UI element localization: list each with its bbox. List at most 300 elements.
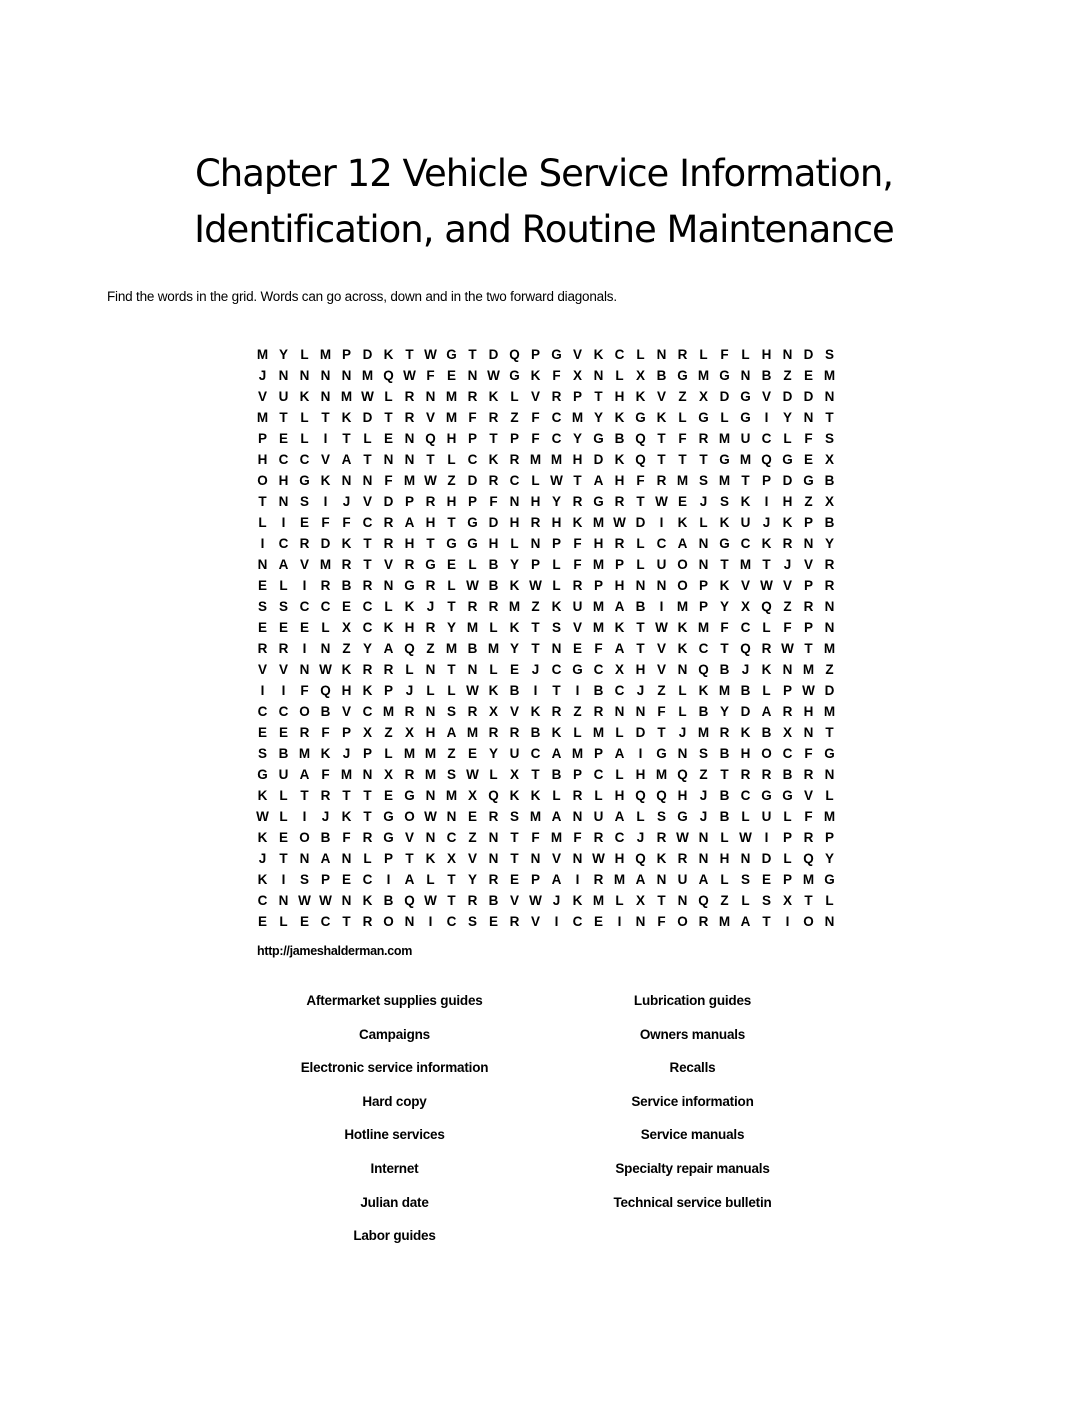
grid-letter: R — [677, 347, 688, 362]
grid-letter: A — [593, 473, 604, 488]
grid-letter: M — [823, 704, 836, 719]
grid-letter: L — [720, 830, 729, 845]
grid-letter: T — [279, 410, 288, 425]
grid-letter: F — [804, 431, 813, 446]
grid-letter: C — [551, 662, 562, 677]
grid-letter: F — [657, 704, 666, 719]
grid-letter: R — [530, 515, 541, 530]
grid-letter: V — [803, 788, 813, 803]
grid-letter: C — [614, 683, 625, 698]
grid-letter: W — [319, 662, 332, 677]
grid-letter: L — [510, 536, 519, 551]
grid-letter: M — [403, 473, 416, 488]
grid-letter: E — [299, 515, 309, 530]
grid-letter: S — [551, 620, 561, 635]
grid-letter: L — [258, 515, 267, 530]
grid-letter: T — [342, 788, 351, 803]
grid-letter: N — [824, 389, 835, 404]
grid-letter: E — [383, 431, 393, 446]
grid-letter: Q — [635, 851, 646, 866]
grid-letter: R — [761, 641, 772, 656]
grid-letter: B — [614, 431, 625, 446]
grid-row — [252, 554, 840, 575]
grid-letter: D — [488, 515, 499, 530]
source-url: http://jameshalderman.com — [257, 944, 413, 958]
grid-letter: F — [573, 536, 582, 551]
grid-letter: R — [488, 725, 499, 740]
grid-row — [252, 890, 840, 911]
grid-letter: Q — [509, 347, 520, 362]
grid-letter: P — [341, 725, 351, 740]
grid-letter: L — [552, 578, 561, 593]
grid-letter: L — [573, 725, 582, 740]
grid-letter: N — [278, 368, 289, 383]
grid-letter: C — [740, 788, 751, 803]
grid-letter: I — [533, 683, 538, 698]
grid-letter: M — [445, 410, 458, 425]
grid-letter: R — [425, 494, 436, 509]
grid-letter: T — [762, 914, 771, 929]
grid-letter: Z — [447, 473, 456, 488]
grid-letter: C — [362, 620, 373, 635]
grid-letter: K — [677, 620, 688, 635]
grid-letter: N — [404, 431, 415, 446]
grid-letter: K — [677, 641, 688, 656]
grid-letter: T — [825, 410, 834, 425]
grid-letter: T — [762, 557, 771, 572]
grid-letter: C — [551, 431, 562, 446]
grid-letter: V — [572, 347, 582, 362]
grid-letter: M — [718, 683, 731, 698]
grid-letter: V — [656, 641, 666, 656]
grid-letter: W — [613, 515, 626, 530]
grid-letter: L — [384, 599, 393, 614]
grid-letter: K — [530, 368, 541, 383]
grid-letter: M — [697, 725, 710, 740]
grid-letter: T — [657, 452, 666, 467]
grid-letter: R — [719, 725, 730, 740]
grid-letter: Y — [719, 704, 729, 719]
grid-letter: T — [300, 788, 309, 803]
grid-letter: T — [636, 641, 645, 656]
grid-letter: Z — [573, 704, 582, 719]
grid-letter: K — [530, 788, 541, 803]
grid-letter: J — [342, 746, 351, 761]
grid-letter: V — [530, 389, 540, 404]
grid-letter: E — [446, 557, 456, 572]
grid-letter: L — [489, 662, 498, 677]
grid-letter: D — [824, 683, 835, 698]
grid-letter: F — [573, 557, 582, 572]
grid-letter: A — [761, 704, 772, 719]
grid-letter: V — [341, 704, 351, 719]
grid-letter: K — [383, 620, 394, 635]
grid-letter: R — [467, 893, 478, 908]
grid-letter: N — [341, 893, 352, 908]
grid-letter: R — [656, 830, 667, 845]
grid-letter: M — [592, 557, 605, 572]
grid-letter: T — [342, 431, 351, 446]
instructions-text: Find the words in the grid. Words can go across, down and in the two forward diagonals. — [107, 289, 617, 304]
grid-letter: I — [302, 809, 307, 824]
grid-letter: P — [761, 473, 771, 488]
grid-letter: I — [302, 641, 307, 656]
grid-letter: A — [698, 872, 709, 887]
grid-letter: G — [593, 494, 604, 509]
grid-letter: T — [363, 557, 372, 572]
grid-letter: S — [446, 704, 456, 719]
grid-letter: N — [425, 389, 436, 404]
grid-letter: R — [656, 473, 667, 488]
grid-letter: V — [362, 494, 372, 509]
grid-letter: E — [278, 620, 288, 635]
grid-letter: K — [425, 851, 436, 866]
grid-letter: K — [299, 389, 310, 404]
grid-letter: F — [720, 620, 729, 635]
grid-letter: I — [554, 914, 559, 929]
grid-letter: C — [593, 767, 604, 782]
grid-letter: J — [531, 662, 540, 677]
grid-letter: Q — [635, 788, 646, 803]
grid-letter: P — [467, 494, 477, 509]
grid-letter: L — [531, 473, 540, 488]
grid-letter: H — [614, 851, 625, 866]
grid-letter: X — [824, 494, 834, 509]
grid-letter: F — [657, 914, 666, 929]
grid-letter: H — [614, 788, 625, 803]
grid-letter: K — [341, 662, 352, 677]
grid-letter: Y — [824, 851, 834, 866]
grid-letter: T — [594, 389, 603, 404]
grid-letter: T — [447, 599, 456, 614]
grid-letter: V — [656, 389, 666, 404]
grid-letter: N — [383, 578, 394, 593]
grid-letter: N — [488, 851, 499, 866]
grid-letter: L — [615, 368, 624, 383]
grid-letter: C — [530, 746, 541, 761]
grid-letter: R — [320, 788, 331, 803]
grid-letter: L — [405, 662, 414, 677]
grid-letter: T — [279, 851, 288, 866]
grid-letter: Z — [510, 410, 519, 425]
grid-letter: K — [761, 662, 772, 677]
grid-letter: B — [635, 599, 646, 614]
grid-letter: G — [635, 410, 646, 425]
grid-letter: C — [362, 599, 373, 614]
grid-letter: J — [405, 683, 414, 698]
grid-letter: R — [593, 872, 604, 887]
grid-letter: N — [278, 893, 289, 908]
grid-row — [252, 911, 840, 932]
grid-letter: I — [659, 599, 664, 614]
grid-row — [252, 407, 840, 428]
word-list-item: Service information — [631, 1093, 754, 1109]
grid-letter: H — [551, 515, 562, 530]
grid-letter: B — [719, 788, 730, 803]
grid-letter: O — [257, 473, 268, 488]
grid-letter: G — [824, 872, 835, 887]
grid-letter: H — [677, 788, 688, 803]
grid-letter: K — [257, 872, 268, 887]
grid-letter: C — [320, 914, 331, 929]
grid-letter: J — [783, 557, 792, 572]
grid-letter: C — [782, 746, 793, 761]
grid-letter: L — [762, 683, 771, 698]
grid-letter: D — [467, 473, 478, 488]
grid-letter: N — [656, 347, 667, 362]
grid-letter: W — [424, 809, 437, 824]
grid-letter: P — [572, 389, 582, 404]
grid-letter: N — [803, 725, 814, 740]
grid-letter: J — [636, 683, 645, 698]
grid-letter: R — [467, 389, 478, 404]
grid-letter: C — [446, 830, 457, 845]
grid-letter: D — [782, 473, 793, 488]
grid-letter: M — [529, 452, 542, 467]
grid-letter: J — [258, 851, 267, 866]
grid-letter: R — [740, 767, 751, 782]
grid-letter: T — [552, 683, 561, 698]
grid-letter: N — [362, 473, 373, 488]
grid-row — [252, 638, 840, 659]
grid-letter: V — [782, 578, 792, 593]
grid-letter: M — [571, 746, 584, 761]
grid-letter: I — [281, 683, 286, 698]
grid-letter: N — [404, 452, 415, 467]
grid-letter: V — [656, 662, 666, 677]
grid-letter: A — [446, 725, 457, 740]
grid-letter: R — [425, 620, 436, 635]
grid-letter: K — [719, 515, 730, 530]
grid-letter: L — [447, 452, 456, 467]
grid-letter: V — [803, 557, 813, 572]
grid-letter: A — [740, 914, 751, 929]
grid-letter: P — [509, 431, 519, 446]
grid-letter: N — [677, 893, 688, 908]
grid-letter: L — [426, 872, 435, 887]
page-title-line-1: Chapter 12 Vehicle Service Information, — [194, 152, 894, 195]
grid-letter: I — [323, 494, 328, 509]
word-list-item: Electronic service information — [300, 1060, 489, 1076]
grid-letter: J — [321, 809, 330, 824]
grid-letter: N — [383, 452, 394, 467]
grid-letter: U — [572, 599, 583, 614]
grid-letter: R — [404, 410, 415, 425]
grid-letter: I — [575, 872, 580, 887]
grid-letter: D — [635, 725, 646, 740]
grid-letter: L — [384, 389, 393, 404]
grid-letter: R — [803, 767, 814, 782]
grid-letter: T — [699, 452, 708, 467]
grid-letter: I — [575, 683, 580, 698]
grid-letter: L — [615, 767, 624, 782]
grid-letter: L — [279, 809, 288, 824]
grid-letter: N — [803, 536, 814, 551]
grid-letter: H — [719, 851, 730, 866]
grid-letter: R — [362, 662, 373, 677]
grid-letter: P — [362, 746, 372, 761]
grid-letter: F — [468, 410, 477, 425]
grid-letter: U — [656, 557, 667, 572]
word-list-item: Aftermarket supplies guides — [306, 993, 483, 1008]
grid-letter: A — [404, 872, 415, 887]
grid-letter: M — [739, 557, 752, 572]
grid-letter: R — [593, 704, 604, 719]
word-list-left — [252, 994, 537, 1263]
grid-letter: C — [257, 893, 268, 908]
grid-letter: Y — [467, 872, 477, 887]
grid-letter: X — [467, 788, 477, 803]
grid-letter: J — [741, 662, 750, 677]
grid-row — [252, 701, 840, 722]
grid-letter: W — [487, 368, 500, 383]
grid-letter: L — [783, 809, 792, 824]
grid-letter: D — [362, 347, 373, 362]
grid-letter: E — [509, 872, 519, 887]
grid-letter: C — [467, 452, 478, 467]
grid-letter: N — [509, 494, 520, 509]
grid-letter: K — [656, 851, 667, 866]
grid-letter: K — [551, 725, 562, 740]
grid-letter: U — [761, 809, 772, 824]
grid-letter: M — [550, 452, 563, 467]
grid-letter: B — [719, 662, 730, 677]
grid-letter: O — [761, 746, 772, 761]
grid-letter: K — [572, 515, 583, 530]
grid-letter: V — [278, 662, 288, 677]
grid-letter: H — [404, 536, 415, 551]
grid-letter: C — [740, 620, 751, 635]
grid-letter: R — [803, 599, 814, 614]
grid-row — [252, 575, 840, 596]
grid-letter: C — [740, 536, 751, 551]
grid-letter: R — [824, 557, 835, 572]
grid-letter: R — [362, 914, 373, 929]
grid-letter: L — [426, 683, 435, 698]
grid-letter: G — [383, 830, 394, 845]
grid-letter: Z — [426, 641, 435, 656]
grid-letter: P — [257, 431, 267, 446]
grid-letter: P — [593, 746, 603, 761]
grid-letter: M — [256, 410, 269, 425]
grid-letter: H — [530, 494, 541, 509]
grid-letter: S — [719, 494, 729, 509]
grid-letter: X — [824, 452, 834, 467]
grid-row — [252, 659, 840, 680]
grid-letter: J — [762, 515, 771, 530]
grid-letter: K — [383, 347, 394, 362]
grid-letter: S — [257, 746, 267, 761]
grid-letter: V — [404, 830, 414, 845]
grid-letter: G — [719, 368, 730, 383]
grid-letter: N — [299, 368, 310, 383]
grid-letter: R — [362, 578, 373, 593]
grid-letter: A — [614, 599, 625, 614]
grid-letter: O — [299, 704, 310, 719]
grid-letter: W — [424, 473, 437, 488]
grid-letter: T — [804, 641, 813, 656]
grid-letter: L — [552, 788, 561, 803]
grid-letter: Z — [783, 599, 792, 614]
grid-letter: K — [530, 704, 541, 719]
grid-letter: F — [300, 683, 309, 698]
grid-letter: G — [467, 515, 478, 530]
grid-letter: L — [699, 515, 708, 530]
grid-letter: H — [614, 578, 625, 593]
grid-letter: Z — [699, 767, 708, 782]
grid-letter: K — [509, 788, 520, 803]
grid-letter: Q — [320, 683, 331, 698]
grid-letter: R — [488, 872, 499, 887]
grid-letter: P — [803, 515, 813, 530]
grid-letter: Q — [803, 851, 814, 866]
grid-letter: F — [531, 410, 540, 425]
grid-letter: G — [740, 410, 751, 425]
grid-letter: F — [321, 515, 330, 530]
grid-letter: N — [698, 557, 709, 572]
grid-letter: T — [636, 494, 645, 509]
grid-letter: L — [468, 557, 477, 572]
grid-letter: R — [824, 578, 835, 593]
grid-letter: A — [635, 872, 646, 887]
grid-letter: C — [257, 704, 268, 719]
page-title — [0, 146, 1088, 258]
grid-letter: N — [341, 368, 352, 383]
grid-letter: H — [446, 431, 457, 446]
grid-letter: Z — [825, 662, 834, 677]
grid-letter: N — [656, 578, 667, 593]
grid-letter: P — [530, 347, 540, 362]
grid-letter: I — [617, 914, 622, 929]
grid-letter: H — [803, 704, 814, 719]
grid-letter: R — [488, 473, 499, 488]
grid-row — [252, 764, 840, 785]
grid-row — [252, 449, 840, 470]
grid-letter: S — [278, 599, 288, 614]
grid-letter: G — [656, 746, 667, 761]
grid-letter: K — [614, 452, 625, 467]
grid-letter: N — [656, 872, 667, 887]
grid-letter: W — [655, 494, 668, 509]
grid-letter: A — [551, 809, 562, 824]
grid-letter: H — [740, 746, 751, 761]
grid-letter: L — [678, 683, 687, 698]
grid-letter: R — [404, 557, 415, 572]
grid-letter: T — [720, 557, 729, 572]
grid-row — [252, 428, 840, 449]
grid-letter: G — [446, 347, 457, 362]
grid-letter: L — [300, 410, 309, 425]
grid-letter: H — [488, 536, 499, 551]
grid-letter: W — [676, 830, 689, 845]
grid-letter: Y — [446, 620, 456, 635]
grid-letter: Z — [531, 599, 540, 614]
grid-letter: P — [341, 347, 351, 362]
grid-letter: P — [803, 620, 813, 635]
grid-letter: A — [551, 746, 562, 761]
grid-letter: Q — [761, 452, 772, 467]
grid-letter: V — [383, 557, 393, 572]
grid-letter: M — [403, 746, 416, 761]
grid-letter: S — [698, 746, 708, 761]
grid-letter: D — [803, 389, 814, 404]
grid-letter: E — [446, 368, 456, 383]
grid-letter: N — [488, 830, 499, 845]
grid-letter: B — [824, 473, 835, 488]
grid-letter: N — [635, 914, 646, 929]
grid-letter: F — [678, 431, 687, 446]
grid-letter: V — [299, 557, 309, 572]
